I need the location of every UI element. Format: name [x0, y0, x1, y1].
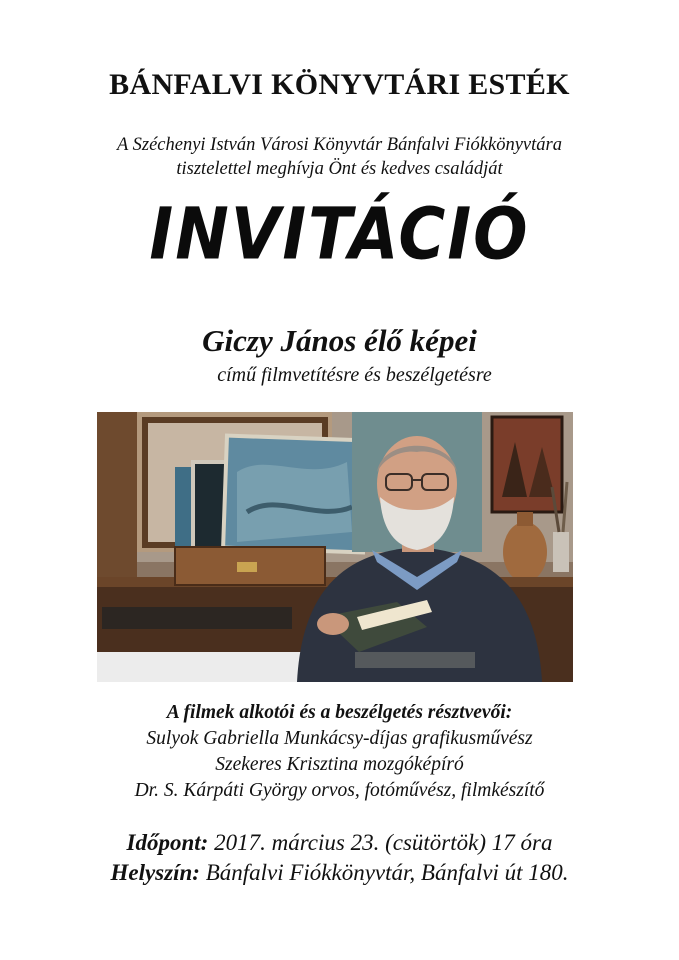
intro-line-2: tisztelettel meghívja Önt és kedves családját — [176, 159, 503, 179]
time-label: Időpont: — [126, 830, 209, 855]
event-details — [0, 828, 679, 888]
place-value: Bánfalvi Fiókkönyvtár, Bánfalvi út 180. — [205, 860, 569, 885]
portrait-photo — [97, 412, 573, 682]
film-title: Giczy János élő képei — [202, 323, 477, 358]
intro-text — [0, 133, 679, 181]
credits-lead: A filmek alkotói és a beszélgetés résztvevői: — [166, 702, 513, 723]
intro-line-1: A Széchenyi István Városi Könyvtár Bánfalvi Fiókkönyvtára — [117, 135, 562, 155]
credit-person: Szekeres Krisztina mozgóképíró — [215, 754, 464, 775]
time-value: 2017. március 23. (csütörtök) 17 óra — [214, 830, 553, 855]
credit-person: Dr. S. Kárpáti György orvos, fotóművész, filmkészítő — [134, 780, 545, 801]
invitation-heading: INVITÁCIÓ — [149, 193, 530, 277]
credit-person: Sulyok Gabriella Munkácsy-díjas grafikusművész — [146, 728, 533, 749]
event-place — [0, 858, 679, 888]
event-time — [0, 828, 679, 858]
credits-block — [0, 700, 679, 804]
place-label: Helyszín: — [110, 860, 200, 885]
series-title: BÁNFALVI KÖNYVTÁRI ESTÉK — [109, 68, 570, 101]
portrait-illustration — [97, 412, 573, 682]
film-subtitle: című filmvetítésre és beszélgetésre — [217, 364, 492, 386]
